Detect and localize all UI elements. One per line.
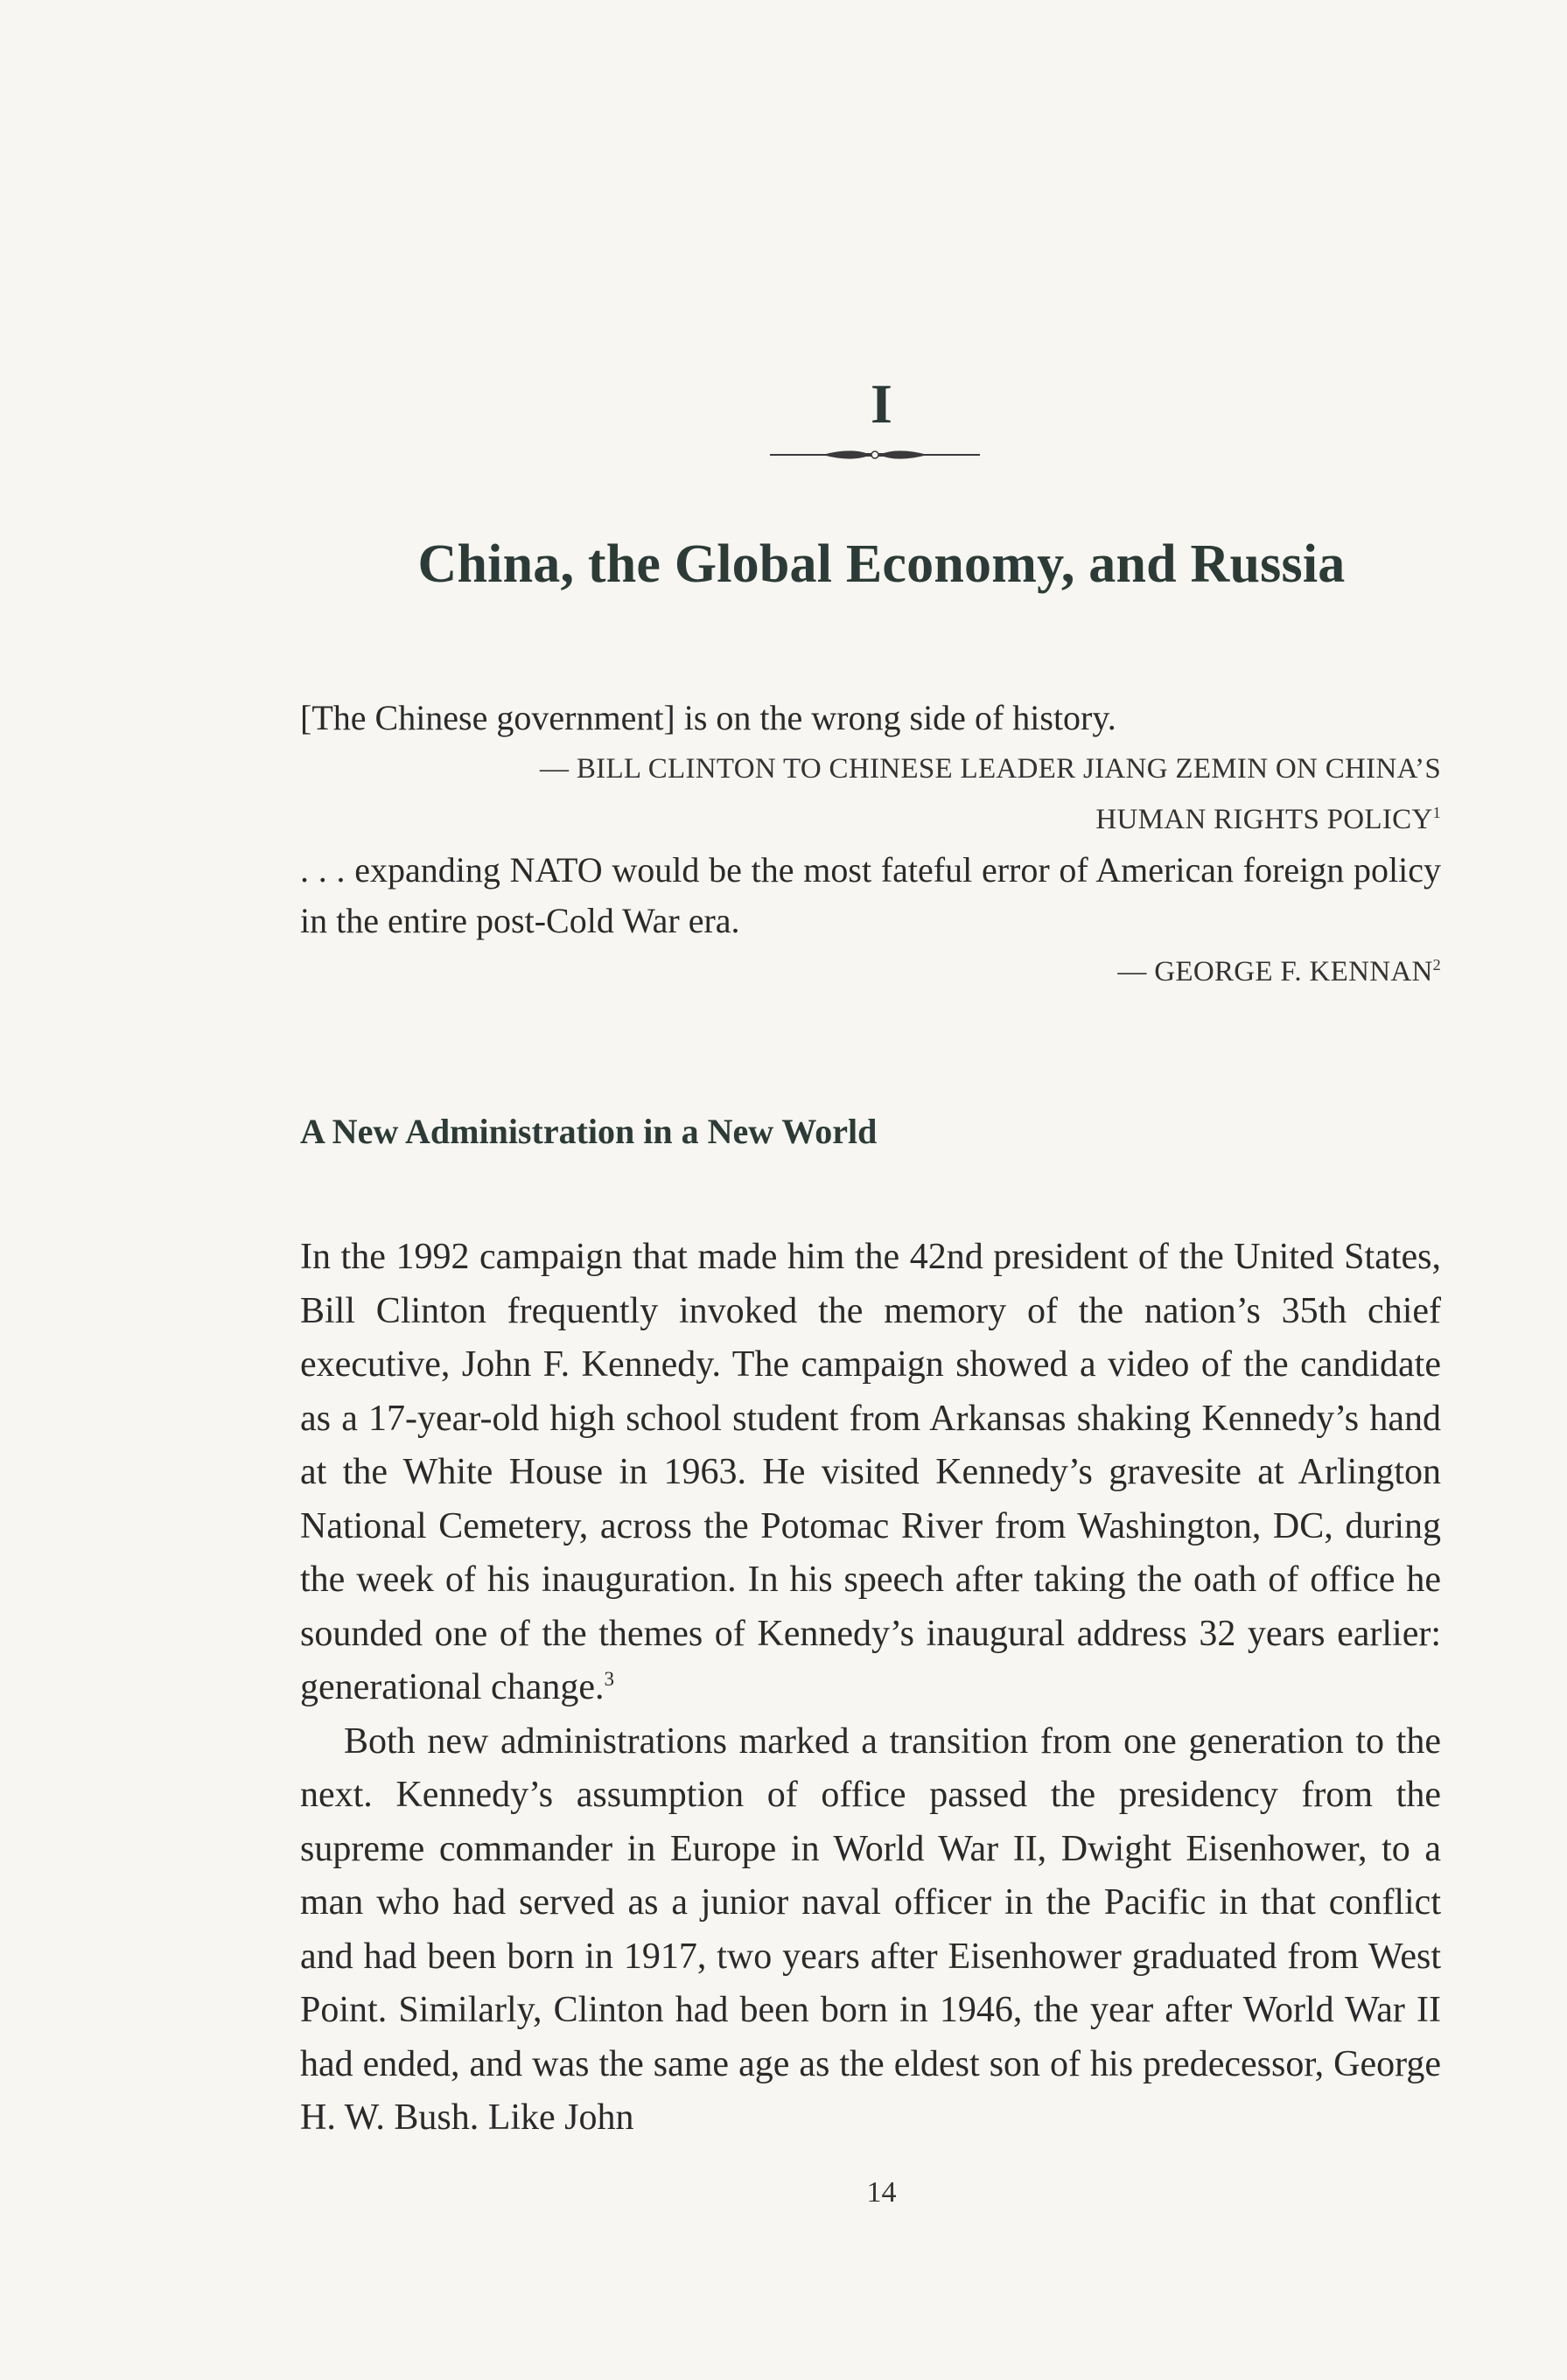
paragraph (300, 1231, 1441, 1715)
paragraph-text: Both new administrations marked a transition from one generation to the next. Kennedy’s assumption of office passed the presidency from the supreme commander in Europe in World War II, Dwight Eisenhower, to a man who had served as a junior naval officer in the Pacific in that conflict and had been born in 1917, two years after Eisenhower graduated from West Point. Similarly, Clinton had been born in 1946, the year after World War II had ended, and was the same age as the eldest son of his predecessor, George H. W. Bush. Like John (300, 1720, 1441, 2138)
page-number: 14 (866, 2176, 897, 2209)
paragraph (300, 1715, 1441, 2146)
footnote-marker[interactable]: 1 (1432, 804, 1441, 821)
footnote-marker[interactable]: 3 (604, 1667, 615, 1690)
attribution-line (300, 794, 1441, 845)
attribution-line (300, 946, 1441, 997)
epigraph-quote: . . . expanding NATO would be the most fateful error of American foreign policy in the entire post-Cold War era. (300, 850, 1441, 940)
footnote-marker[interactable]: 2 (1432, 956, 1441, 974)
attribution-text: — GEORGE F. KENNAN (1117, 956, 1433, 988)
chapter-title: China, the Global Economy, and Russia (417, 534, 1346, 594)
ornament-divider (770, 444, 980, 465)
epigraph-attribution (300, 946, 1441, 997)
body-text (300, 1231, 1441, 2146)
epigraph (300, 693, 1441, 845)
epigraph (300, 845, 1441, 997)
epigraph-attribution (300, 743, 1441, 845)
attribution-text: HUMAN RIGHTS POLICY (1095, 804, 1433, 835)
paragraph-text: In the 1992 campaign that made him the 42nd president of the United States, Bill Clinton frequently invoked the memory of the nation’s 35th chief executive, John F. Kennedy. The campaign showed a video of the candidate as a 17-year-old high school student from Arkansas shaking Kennedy’s hand at the White House in 1963. He visited Kennedy’s gravesite at Arlington National Cemetery, across the Potomac River from Washington, DC, during the week of his inauguration. In his speech after taking the oath of office he sounded one of the themes of Kennedy’s inaugural address 32 years earlier: generational change. (300, 1237, 1441, 1707)
chapter-number: I (871, 373, 892, 435)
attribution-line: — BILL CLINTON TO CHINESE LEADER JIANG ZEMIN ON CHINA’S (540, 753, 1441, 785)
section-heading: A New Administration in a New World (300, 1112, 878, 1151)
epigraph-quote: [The Chinese government] is on the wrong side of history. (300, 698, 1116, 737)
